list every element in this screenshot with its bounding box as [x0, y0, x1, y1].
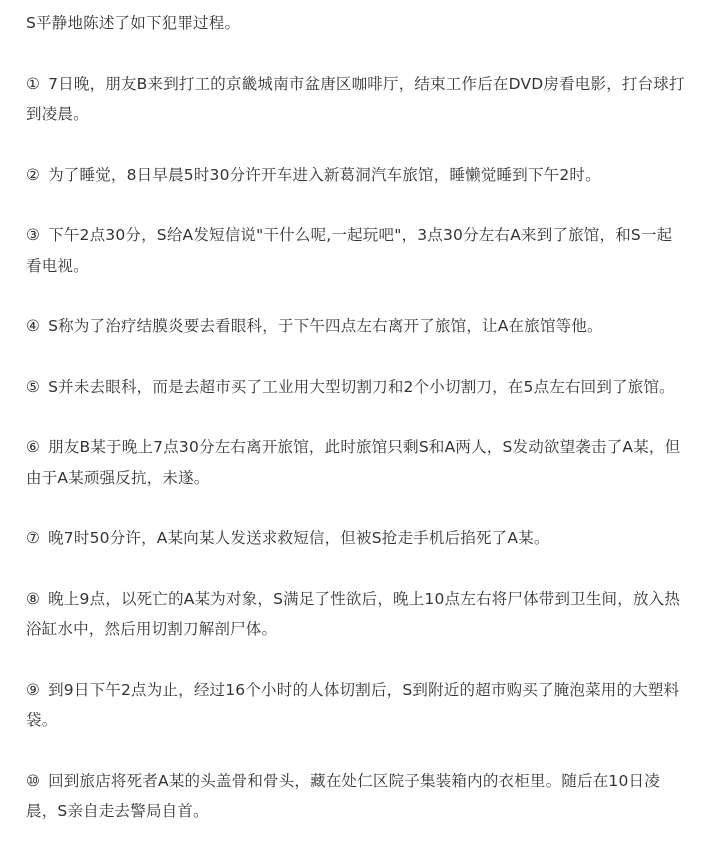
item-text: 下午2点30分，S给A发短信说"干什么呢,一起玩吧"，3点30分左右A来到了旅馆，和S一起看电视。	[26, 226, 673, 275]
item-number: ⑨	[26, 680, 41, 699]
list-item	[26, 584, 688, 645]
item-number: ④	[26, 317, 41, 335]
item-text: 为了睡觉，8日早晨5时30分许开车进入新葛洞汽车旅馆，睡懒觉睡到下午2时。	[48, 165, 601, 184]
item-text: 回到旅店将死者A某的头盖骨和骨头，藏在处仁区院子集装箱内的衣柜里。随后在10日凌晨，S亲自走去警局自首。	[26, 771, 660, 820]
item-number: ③	[26, 226, 41, 244]
list-item	[26, 675, 688, 736]
item-number: ⑤	[26, 377, 41, 396]
item-number: ⑥	[26, 438, 41, 456]
item-text: 晚上9点，以死亡的A某为对象，S满足了性欲后，晚上10点左右将尸体带到卫生间，放入热浴缸水中，然后用切割刀解剖尸体。	[26, 589, 681, 638]
item-text: S称为了治疗结膜炎要去看眼科，于下午四点左右离开了旅馆，让A在旅馆等他。	[48, 317, 603, 335]
item-text: 7日晚，朋友B来到打工的京畿城南市盆唐区咖啡厅，结束工作后在DVD房看电影，打台球打到凌晨。	[26, 74, 685, 123]
list-item	[26, 160, 688, 191]
item-number: ⑩	[26, 771, 41, 790]
list-item	[26, 766, 688, 827]
list-item	[26, 69, 688, 130]
list-item	[26, 220, 688, 281]
list-item	[26, 432, 688, 493]
item-text: S并未去眼科，而是去超市买了工业用大型切割刀和2个小切割刀，在5点左右回到了旅馆。	[48, 377, 675, 396]
item-text: 朋友B某于晚上7点30分左右离开旅馆，此时旅馆只剩S和A两人，S发动欲望袭击了A某，但由于A某顽强反抗，未遂。	[26, 438, 681, 487]
list-item	[26, 372, 688, 403]
list-item	[26, 523, 688, 554]
intro-paragraph: S平静地陈述了如下犯罪过程。	[26, 14, 241, 32]
item-number: ①	[26, 74, 41, 93]
item-text: 晚7时50分许，A某向某人发送求救短信，但被S抢走手机后掐死了A某。	[48, 529, 550, 547]
list-item	[26, 311, 688, 342]
item-number: ⑦	[26, 529, 41, 547]
item-number: ⑧	[26, 589, 41, 608]
item-text: 到9日下午2点为止，经过16个小时的人体切割后，S到附近的超市购买了腌泡菜用的大塑料袋。	[26, 680, 680, 729]
item-number: ②	[26, 165, 41, 184]
